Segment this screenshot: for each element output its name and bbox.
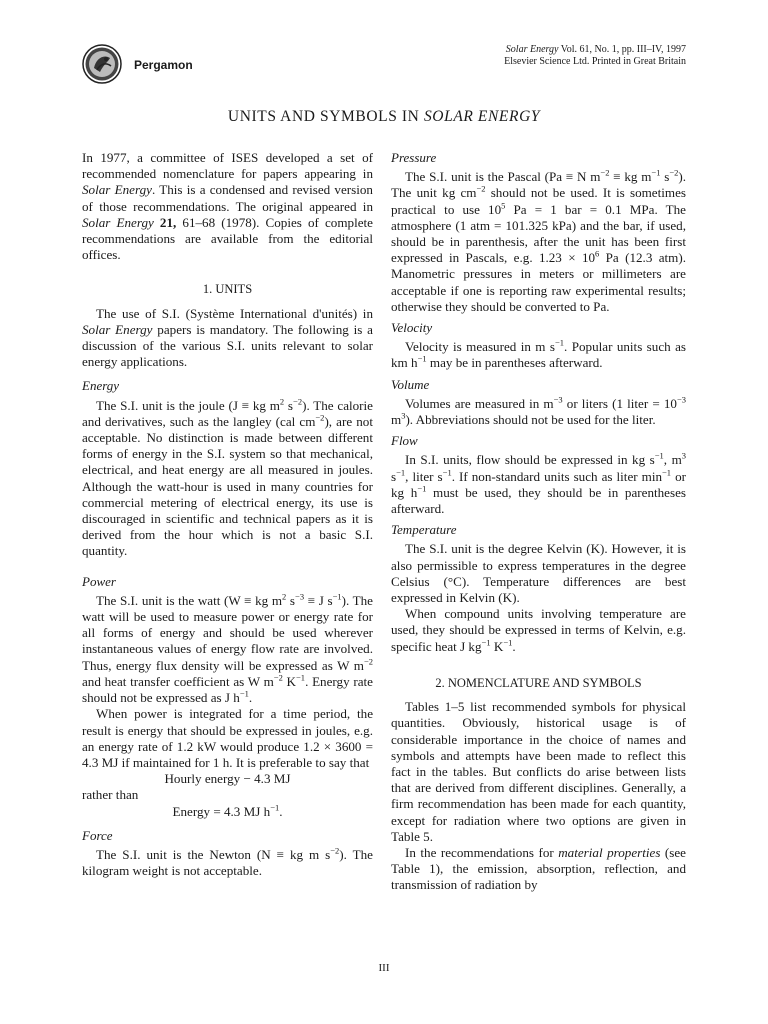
article-title bbox=[0, 108, 768, 126]
velocity-paragraph: Velocity is measured in m $s^{-1}$. Popular units such as km $h^{-1}$ may be in parentheses afterward. bbox=[391, 337, 686, 371]
citation bbox=[504, 44, 686, 68]
power-heading: Power bbox=[82, 573, 116, 589]
rather-than-text: rather than bbox=[82, 787, 139, 803]
volume-paragraph: Volumes are measured in $m^{-3}$ or liters (1 liter = $10^{-3}$ $m^3$). Abbreviations should not be used for the liter. bbox=[391, 394, 686, 428]
nomenclature-paragraph-2: In the recommendations for material properties (see Table 1), the emission, absorption, reflection, and transmission of radiation by bbox=[391, 844, 686, 893]
pressure-heading: Pressure bbox=[391, 150, 437, 165]
temperature-paragraph-2: When compound units involving temperature are used, they should be expressed in terms of Kelvin, e.g. specific heat J $kg^{-1}$ $K^{-1}$. bbox=[391, 606, 686, 654]
equation-energy: Energy = 4.3 MJ $h^{-1}$. bbox=[172, 802, 283, 819]
citation-publisher: Elsevier Science Ltd. Printed in Great Britain bbox=[504, 56, 686, 67]
citation-details: Vol. 61, No. 1, pp. III–IV, 1997 bbox=[558, 44, 686, 55]
nomenclature-paragraph: Tables 1–5 list recommended symbols for physical quantities. Obviously, historical usage is of considerable importance in the choice of names and symbols and attempts have been made to reflect this fact in the tables. But conflicts do arise between lists that are derived from different disciplines. Generally, a firm recommendation has been made for each quantity, except for radiation where two options are given in Table 5. bbox=[391, 699, 686, 844]
title-journal: SOLAR ENERGY bbox=[423, 108, 541, 125]
force-heading: Force bbox=[82, 827, 113, 843]
temperature-heading: Temperature bbox=[391, 522, 457, 538]
publisher-name: Pergamon bbox=[134, 58, 193, 72]
units-paragraph: The use of S.I. (Système International d'unités) in Solar Energy papers is mandatory. The following is a discussion of the various S.I. units relevant to solar energy applications. bbox=[82, 305, 373, 370]
publisher-logo bbox=[82, 44, 122, 84]
nomenclature-heading: 2. NOMENCLATURE AND SYMBOLS bbox=[435, 675, 642, 690]
force-paragraph: The S.I. unit is the Newton (N ≡ kg m $s^{-2}$). The kilogram weight is not acceptable. bbox=[82, 845, 373, 879]
right-column bbox=[391, 150, 686, 894]
volume-heading: Volume bbox=[391, 376, 430, 392]
units-heading: 1. UNITS bbox=[202, 282, 253, 297]
title-text: UNITS AND SYMBOLS IN bbox=[227, 108, 424, 125]
temperature-paragraph: The S.I. unit is the degree Kelvin (K). However, it is also permissible to express temperatures in the degree Celsius (°C). Temperature differences are best expressed in Kelvin (K). bbox=[391, 541, 686, 606]
equation-hourly-energy: Hourly energy − 4.3 MJ bbox=[164, 771, 291, 787]
page-number: III bbox=[378, 962, 390, 974]
flow-paragraph: In S.I. units, flow should be expressed in kg $s^{-1}$, $m^3$ $s^{-1}$, liter $s^{-1}$. If non-standard units such as liter $\min^{-1}$ or kg $h^{-1}$ must be used, they should be in parentheses afterward. bbox=[391, 451, 687, 517]
energy-heading: Energy bbox=[82, 378, 120, 394]
left-column bbox=[82, 150, 373, 879]
flow-heading: Flow bbox=[391, 433, 418, 449]
power-paragraph: The S.I. unit is the watt (W ≡ kg $m^2$ $s^{-3} \equiv J$ $s^{-1}$). The watt will be used to measure power or energy rate for all forms of energy and should be used wherever instantaneous values of energy flow rate are involved. Thus, energy flux density will be expressed as W $m^{-2}$ and heat transfer coefficient as W $m^{-2}$ $K^{-1}$. Energy rate should not be expressed as J $h^{-1}$. bbox=[82, 591, 373, 706]
journal-name: Solar Energy bbox=[505, 44, 559, 55]
intro-paragraph: In 1977, a committee of ISES developed a set of recommended nomenclature for papers appearing in Solar Energy. This is a condensed and revised version of those recommendations. The original appeared in Solar Energy 21, 61–68 (1978). Copies of complete recommendations are available from the editorial offices. bbox=[82, 150, 373, 263]
energy-paragraph: The S.I. unit is the joule (J ≡ kg $m^2$ $s^{-2}$). The calorie and derivatives, such as the langley (cal $cm^{-2}$), are not acceptable. No distinction is made between different forms of energy in the S.I. system so that mechanical, electrical, and heat energy are all measured in joules. Although the watt-hour is used in many countries for commercial metering of electrical energy, its use is discouraged in scientific and technical papers as it is derived from the hour which is not a basic S.I. quantity. bbox=[82, 396, 373, 559]
power-paragraph-2: When power is integrated for a time period, the result is energy that should be expressed in joules, e.g. an energy rate of 1.2 kW would produce 1.2 × 3600 = 4.3 MJ if maintained for 1 h. It is preferable to say that bbox=[82, 706, 373, 770]
pressure-paragraph: The S.I. unit is the Pascal (Pa ≡ N $m^{-2}$ ≡ kg $m^{-1}$ $s^{-2}$). The unit kg $cm^{-2}$ should not be used. It is sometimes practical to use $10^5$ Pa = 1 bar = 0.1 MPa. The atmosphere (1 atm = 101.325 kPa) and the bar, if used, should be in parenthesis, after the unit has been first expressed in Pascals, e.g. $1.23 \times 10^6$ Pa (12.3 atm). Manometric pressures in meters or millimeters are acceptable if one is reporting raw experimental results; otherwise they should be converted to Pa. bbox=[391, 167, 686, 314]
velocity-heading: Velocity bbox=[391, 320, 433, 336]
